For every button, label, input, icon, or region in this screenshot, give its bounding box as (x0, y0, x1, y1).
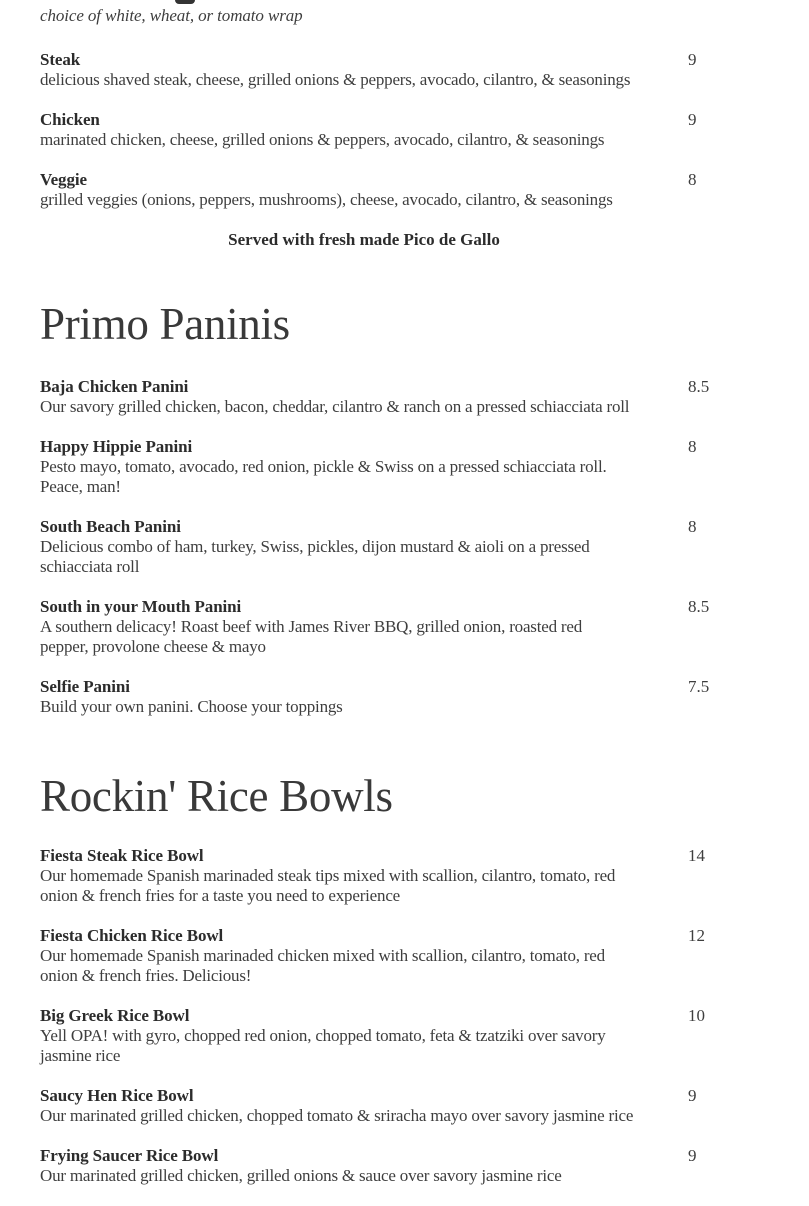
item-name: Big Greek Rice Bowl (40, 1006, 190, 1025)
item-name: Saucy Hen Rice Bowl (40, 1086, 194, 1105)
menu-item-steak (40, 50, 697, 90)
item-description-line: Delicious combo of ham, turkey, Swiss, pickles, dijon mustard & aioli on a pressed (40, 537, 590, 556)
item-name: Happy Hippie Panini (40, 437, 193, 456)
item-description-line: pepper, provolone cheese & mayo (40, 637, 266, 656)
item-description-line: grilled veggies (onions, peppers, mushrooms), cheese, avocado, cilantro, & seasonings (40, 190, 613, 209)
item-description-line: Our marinated grilled chicken, chopped tomato & sriracha mayo over savory jasmine rice (40, 1106, 634, 1125)
menu-item-fiesta-chicken-rice-bowl (40, 926, 705, 986)
item-description-line: schiacciata roll (40, 557, 140, 576)
item-price: 10 (688, 1006, 705, 1025)
item-description-line: marinated chicken, cheese, grilled onions & peppers, avocado, cilantro, & seasonings (40, 130, 605, 149)
item-name: South in your Mouth Panini (40, 597, 242, 616)
wraps-subtitle: choice of white, wheat, or tomato wrap (40, 6, 303, 25)
item-price: 12 (688, 926, 705, 945)
item-description-line: Peace, man! (40, 477, 121, 496)
item-price: 8 (688, 170, 697, 189)
menu-item-south-beach-panini (40, 517, 697, 577)
item-description-line: Our homemade Spanish marinaded steak tips mixed with scallion, cilantro, tomato, red (40, 866, 616, 885)
item-name: Selfie Panini (40, 677, 130, 696)
menu-item-south-in-your-mouth-panini (40, 597, 710, 657)
item-price: 9 (688, 1146, 697, 1165)
pico-de-gallo-footnote: Served with fresh made Pico de Gallo (228, 230, 500, 249)
item-name: Chicken (40, 110, 100, 129)
item-price: 9 (688, 50, 697, 69)
item-name: Baja Chicken Panini (40, 377, 189, 396)
menu-item-chicken (40, 110, 697, 150)
item-price: 9 (688, 1086, 697, 1105)
item-price: 7.5 (688, 677, 710, 696)
item-price: 8 (688, 517, 697, 536)
item-name: Steak (40, 50, 81, 69)
menu-item-saucy-hen-rice-bowl (40, 1086, 697, 1126)
menu-item-baja-chicken-panini (40, 377, 710, 417)
item-description-line: Pesto mayo, tomato, avocado, red onion, pickle & Swiss on a pressed schiacciata roll. (40, 457, 607, 476)
item-description-line: Our marinated grilled chicken, grilled onions & sauce over savory jasmine rice (40, 1166, 562, 1185)
menu-item-selfie-panini (40, 677, 710, 717)
item-price: 14 (688, 846, 705, 865)
item-price: 8.5 (688, 597, 710, 616)
item-name: Veggie (40, 170, 87, 189)
item-name: South Beach Panini (40, 517, 181, 536)
section-paninis (40, 295, 710, 717)
menu-item-fiesta-steak-rice-bowl (40, 846, 705, 906)
item-description-line: jasmine rice (40, 1046, 121, 1065)
item-description-line: A southern delicacy! Roast beef with James River BBQ, grilled onion, roasted red (40, 617, 583, 636)
item-description-line: delicious shaved steak, cheese, grilled onions & peppers, avocado, cilantro, & seasonings (40, 70, 631, 89)
item-name: Frying Saucer Rice Bowl (40, 1146, 219, 1165)
item-name: Fiesta Steak Rice Bowl (40, 846, 204, 865)
menu-item-frying-saucer-rice-bowl (40, 1146, 697, 1186)
item-description-line: Yell OPA! with gyro, chopped red onion, chopped tomato, feta & tzatziki over savory (40, 1026, 606, 1045)
menu-item-veggie (40, 170, 697, 210)
item-price: 8.5 (688, 377, 710, 396)
section-heading-paninis: Primo Paninis (40, 299, 290, 349)
item-price: 8 (688, 437, 697, 456)
item-description-line: Our savory grilled chicken, bacon, cheddar, cilantro & ranch on a pressed schiacciata roll (40, 397, 630, 416)
menu-item-happy-hippie-panini (40, 437, 697, 497)
item-description-line: Build your own panini. Choose your toppings (40, 697, 343, 716)
item-name: Fiesta Chicken Rice Bowl (40, 926, 224, 945)
section-rice-bowls (40, 767, 705, 1186)
section-heading-rice-bowls: Rockin' Rice Bowls (40, 771, 393, 821)
section-wraps (40, 6, 697, 250)
menu-content (40, 0, 710, 1206)
menu-item-big-greek-rice-bowl (40, 1006, 705, 1066)
item-description-line: Our homemade Spanish marinaded chicken mixed with scallion, cilantro, tomato, red (40, 946, 605, 965)
item-price: 9 (688, 110, 697, 129)
item-description-line: onion & french fries. Delicious! (40, 966, 252, 985)
item-description-line: onion & french fries for a taste you need to experience (40, 886, 401, 905)
